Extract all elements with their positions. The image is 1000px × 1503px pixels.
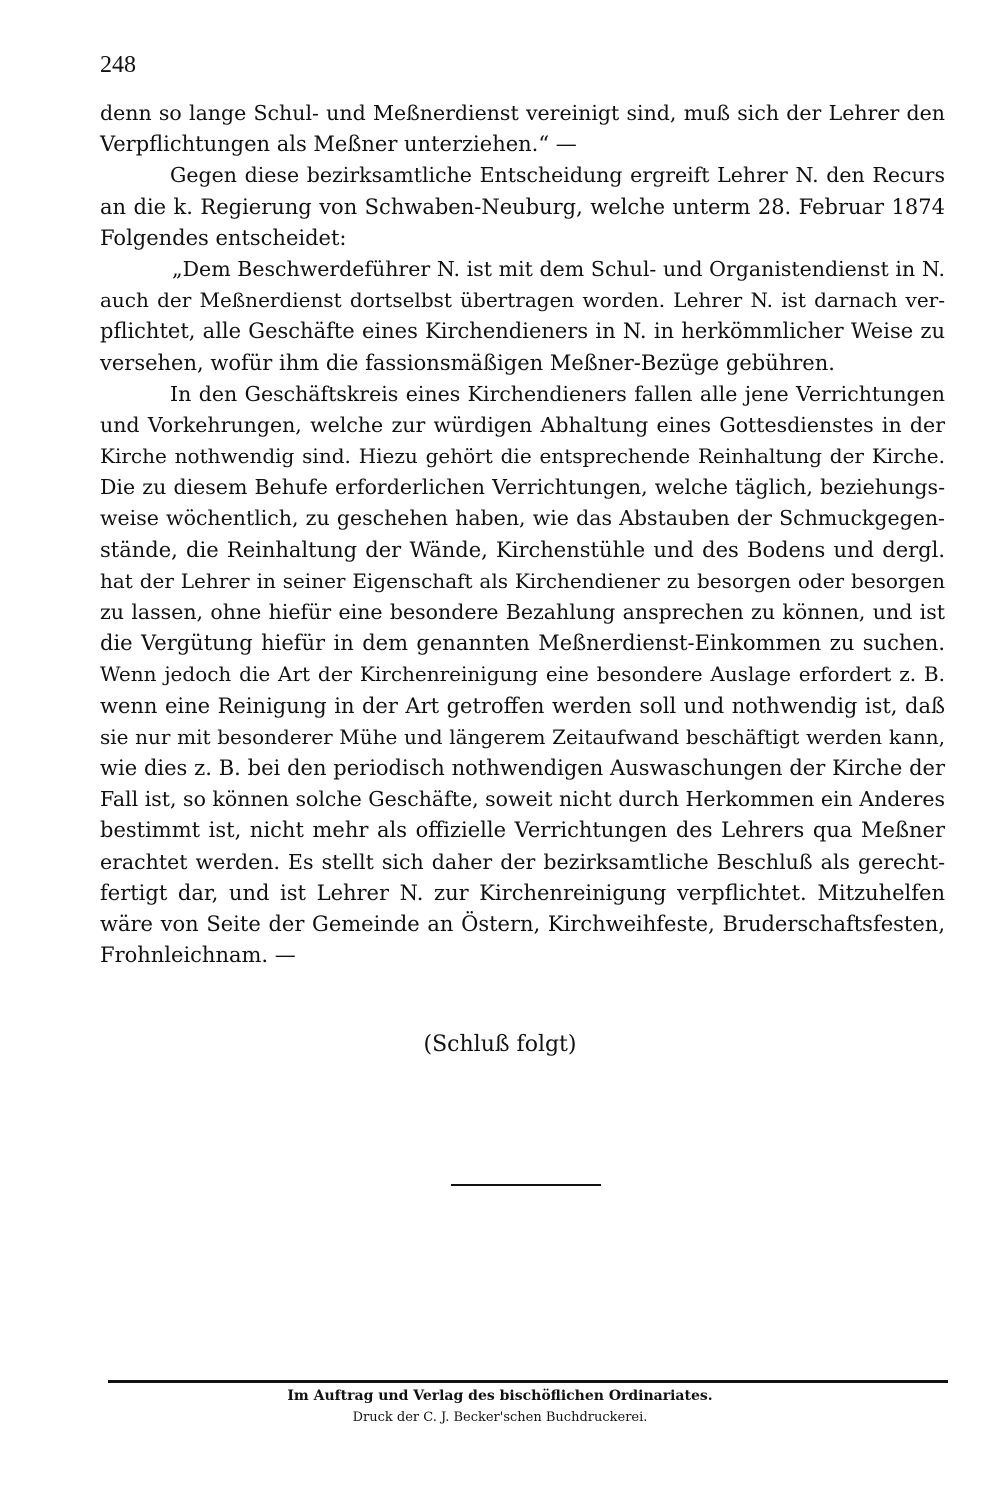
text-line: hat der Lehrer in seiner Eigenschaft als Kirchendiener zu besorgen oder besorgen bbox=[100, 568, 945, 593]
text-line: Frohnleichnam. — bbox=[100, 943, 296, 968]
text-line: Gegen diese bezirksamtliche Entscheidung ergreift Lehrer N. den Recurs bbox=[170, 163, 945, 188]
text-line: Verpflichtungen als Meßner unterziehen.“ — bbox=[100, 132, 577, 157]
text-line: zu lassen, ohne hiefür eine besondere Bezahlung ansprechen zu können, und ist bbox=[100, 600, 945, 624]
imprint-printer: Druck der C. J. Becker'schen Buchdruckerei. bbox=[352, 1410, 648, 1425]
closing-note: (Schluß folgt) bbox=[423, 1032, 577, 1057]
text-line: bestimmt ist, nicht mehr als offizielle Verrichtungen des Lehrers qua Meßner bbox=[100, 818, 945, 843]
text-line: die Vergütung hiefür in dem genannten Meßnerdienst-Einkommen zu suchen. bbox=[100, 631, 945, 656]
text-line: an die k. Regierung von Schwaben-Neuburg, welche unterm 28. Februar 1874 bbox=[100, 194, 945, 219]
text-line: Die zu diesem Behufe erforderlichen Verrichtungen, welche täglich, beziehungs- bbox=[100, 475, 945, 500]
imprint-publisher: Im Auftrag und Verlag des bischöflichen Ordinariates. bbox=[287, 1388, 713, 1404]
text-line: versehen, wofür ihm die fassionsmäßigen Meßner-Bezüge gebühren. bbox=[100, 350, 835, 375]
text-line: Wenn jedoch die Art der Kirchenreinigung eine besondere Auslage erfordert z. B. bbox=[100, 662, 945, 687]
text-line: wäre von Seite der Gemeinde an Östern, Kirchweihfeste, Bruderschaftsfesten, bbox=[100, 911, 945, 936]
page-number: 248 bbox=[100, 52, 136, 78]
text-line: erachtet werden. Es stellt sich daher der bezirksamtliche Beschluß als gerecht- bbox=[100, 849, 945, 874]
body-text bbox=[100, 98, 945, 971]
text-line: Folgendes entscheidet: bbox=[100, 225, 347, 250]
text-line: wenn eine Reinigung in der Art getroffen werden soll und nothwendig ist, daß bbox=[100, 693, 945, 718]
text-line: stände, die Reinhaltung der Wände, Kirchenstühle und des Bodens und dergl. bbox=[100, 537, 945, 562]
text-line: wie dies z. B. bei den periodisch nothwendigen Auswaschungen der Kirche der bbox=[100, 755, 945, 780]
text-line: Kirche nothwendig sind. Hiezu gehört die entsprechende Reinhaltung der Kirche. bbox=[100, 444, 945, 469]
text-line: In den Geschäftskreis eines Kirchendieners fallen alle jene Verrichtungen bbox=[170, 381, 945, 406]
text-line: weise wöchentlich, zu geschehen haben, wie das Abstauben der Schmuckgegen- bbox=[100, 506, 945, 531]
text-line: auch der Meßnerdienst dortselbst übertragen worden. Lehrer N. ist darnach ver- bbox=[100, 288, 945, 313]
text-line: denn so lange Schul- und Meßnerdienst vereinigt sind, muß sich der Lehrer den bbox=[100, 101, 945, 125]
section-divider bbox=[451, 1184, 601, 1186]
footer-rule bbox=[108, 1380, 948, 1383]
text-line: fertigt dar, und ist Lehrer N. zur Kirchenreinigung verpflichtet. Mitzuhelfen bbox=[100, 880, 945, 905]
text-line: pflichtet, alle Geschäfte eines Kirchendieners in N. in herkömmlicher Weise zu bbox=[100, 319, 945, 344]
text-line: und Vorkehrungen, welche zur würdigen Abhaltung eines Gottesdienstes in der bbox=[100, 412, 945, 437]
text-line: Fall ist, so können solche Geschäfte, soweit nicht durch Herkommen ein Anderes bbox=[100, 787, 945, 812]
text-line: „Dem Beschwerdeführer N. ist mit dem Schul- und Organistendienst in N. bbox=[172, 256, 945, 281]
text-line: sie nur mit besonderer Mühe und längerem Zeitaufwand beschäftigt werden kann, bbox=[100, 724, 945, 749]
